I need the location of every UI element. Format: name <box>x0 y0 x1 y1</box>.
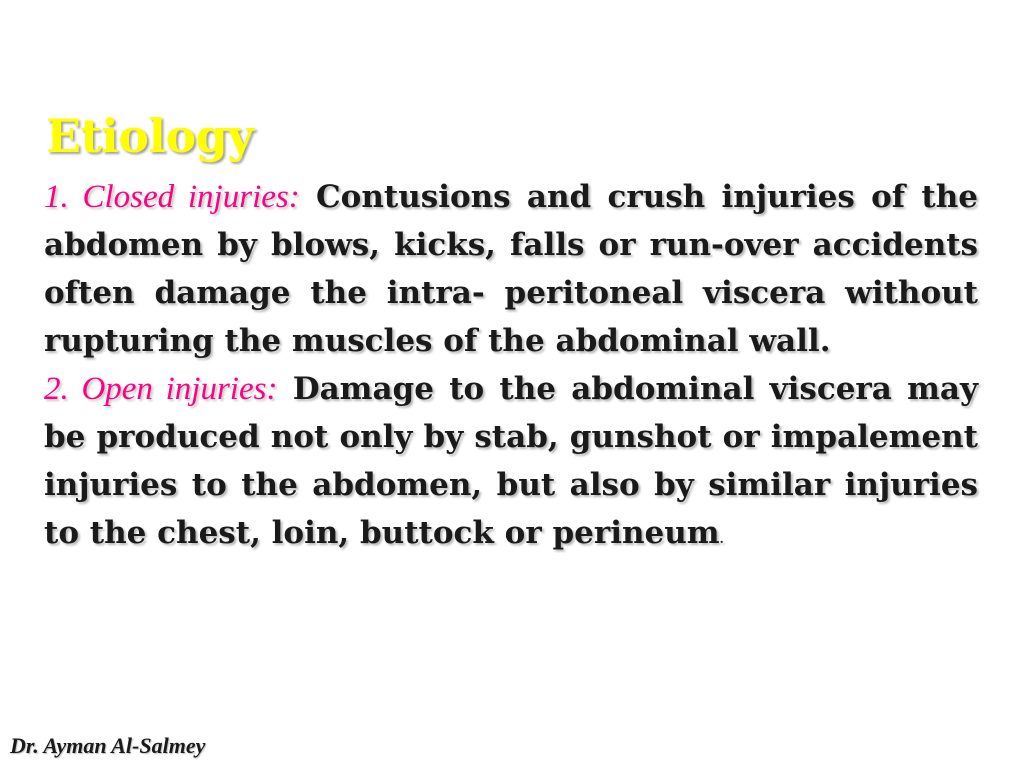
paragraph-closed-injuries <box>44 173 978 365</box>
closed-injuries-heading: 1. Closed injuries: <box>44 179 300 215</box>
slide-title: Etiology <box>46 109 254 163</box>
trailing-period: . <box>719 532 724 546</box>
closed-injuries-text: Contusions and crush injuries of the abdomen by blows, kicks, falls or run-over accidents often damage the intra- peritoneal viscera without rupturing the muscles of the abdominal wall. <box>44 179 978 359</box>
author-footer: Dr. Ayman Al-Salmey <box>10 733 206 758</box>
open-injuries-heading: 2. Open injuries: <box>44 371 278 407</box>
paragraph-open-injuries <box>44 365 978 563</box>
slide-body <box>44 173 978 563</box>
open-injuries-text: Damage to the abdominal viscera may be produced not only by stab, gunshot or impalement injuries to the abdomen, but also by similar injuries to the chest, loin, buttock or perineum <box>44 371 978 551</box>
